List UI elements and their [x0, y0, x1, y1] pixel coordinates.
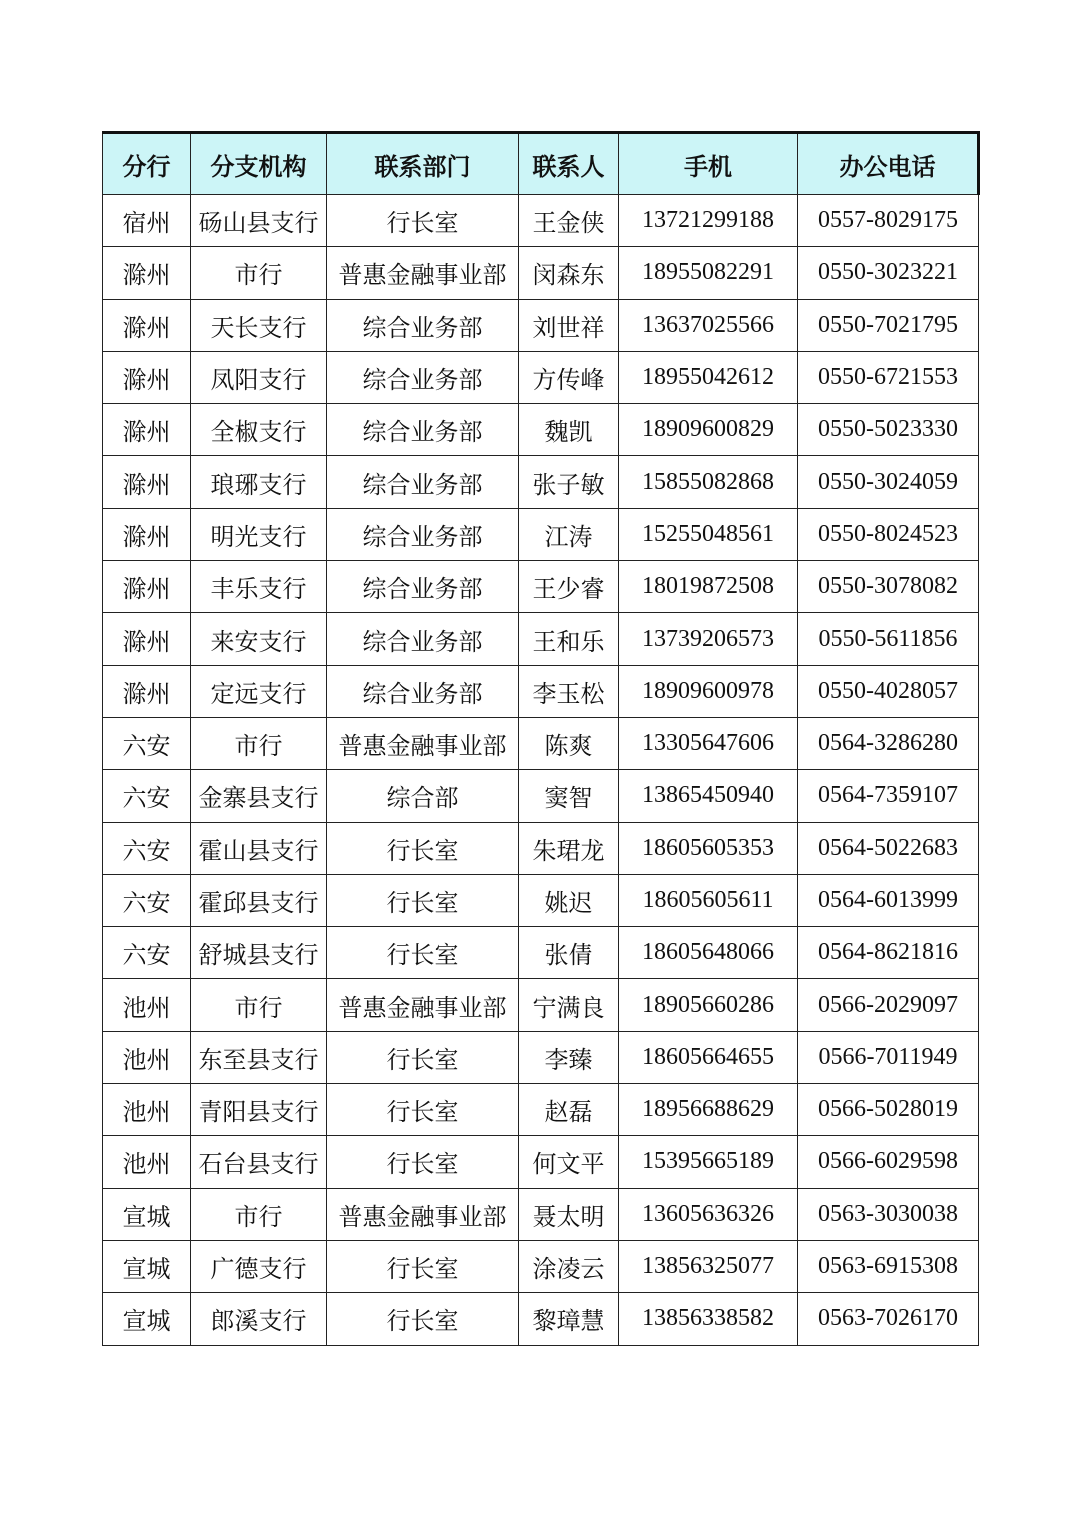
cell-mobile: 18605605353: [619, 822, 798, 874]
cell-sub-branch: 市行: [191, 1188, 327, 1240]
table-row: [103, 613, 979, 665]
cell-mobile: 13739206573: [619, 613, 798, 665]
cell-contact-person: 涂凌云: [519, 1240, 619, 1292]
cell-mobile: 18605648066: [619, 927, 798, 979]
cell-mobile: 13865450940: [619, 770, 798, 822]
cell-department: 综合业务部: [327, 613, 519, 665]
cell-department: 行长室: [327, 195, 519, 247]
cell-branch: 滁州: [103, 508, 191, 560]
cell-branch: 滁州: [103, 351, 191, 403]
cell-contact-person: 窦智: [519, 770, 619, 822]
table-row: [103, 665, 979, 717]
cell-branch: 滁州: [103, 665, 191, 717]
cell-department: 普惠金融事业部: [327, 979, 519, 1031]
cell-branch: 宣城: [103, 1188, 191, 1240]
header-sub-branch: 分支机构: [191, 133, 327, 195]
cell-department: 综合业务部: [327, 404, 519, 456]
cell-sub-branch: 凤阳支行: [191, 351, 327, 403]
cell-contact-person: 张子敏: [519, 456, 619, 508]
cell-department: 综合业务部: [327, 456, 519, 508]
cell-department: 行长室: [327, 874, 519, 926]
cell-office-phone: 0550-3023221: [798, 247, 979, 299]
cell-sub-branch: 霍山县支行: [191, 822, 327, 874]
cell-contact-person: 王和乐: [519, 613, 619, 665]
cell-department: 综合业务部: [327, 665, 519, 717]
cell-contact-person: 方传峰: [519, 351, 619, 403]
cell-sub-branch: 青阳县支行: [191, 1084, 327, 1136]
cell-mobile: 15255048561: [619, 508, 798, 560]
header-contact-person: 联系人: [519, 133, 619, 195]
cell-contact-person: 赵磊: [519, 1084, 619, 1136]
cell-mobile: 18905660286: [619, 979, 798, 1031]
cell-office-phone: 0566-7011949: [798, 1031, 979, 1083]
contact-table: [102, 131, 980, 1346]
cell-sub-branch: 明光支行: [191, 508, 327, 560]
table-row: [103, 1293, 979, 1345]
cell-sub-branch: 丰乐支行: [191, 561, 327, 613]
cell-office-phone: 0550-6721553: [798, 351, 979, 403]
cell-mobile: 13856325077: [619, 1240, 798, 1292]
cell-office-phone: 0564-5022683: [798, 822, 979, 874]
cell-office-phone: 0550-5611856: [798, 613, 979, 665]
table-row: [103, 1136, 979, 1188]
cell-mobile: 18909600978: [619, 665, 798, 717]
cell-office-phone: 0550-3024059: [798, 456, 979, 508]
cell-department: 综合业务部: [327, 299, 519, 351]
header-department: 联系部门: [327, 133, 519, 195]
cell-branch: 宿州: [103, 195, 191, 247]
table-row: [103, 508, 979, 560]
cell-department: 普惠金融事业部: [327, 247, 519, 299]
cell-mobile: 18955042612: [619, 351, 798, 403]
cell-contact-person: 李玉松: [519, 665, 619, 717]
header-row: [103, 133, 979, 195]
cell-contact-person: 王金侠: [519, 195, 619, 247]
cell-office-phone: 0563-7026170: [798, 1293, 979, 1345]
table-row: [103, 351, 979, 403]
cell-office-phone: 0566-2029097: [798, 979, 979, 1031]
cell-contact-person: 李臻: [519, 1031, 619, 1083]
cell-department: 综合部: [327, 770, 519, 822]
cell-office-phone: 0564-8621816: [798, 927, 979, 979]
cell-branch: 滁州: [103, 613, 191, 665]
table-row: [103, 874, 979, 926]
cell-office-phone: 0550-3078082: [798, 561, 979, 613]
cell-office-phone: 0550-5023330: [798, 404, 979, 456]
cell-sub-branch: 天长支行: [191, 299, 327, 351]
cell-mobile: 18909600829: [619, 404, 798, 456]
cell-branch: 滁州: [103, 299, 191, 351]
cell-contact-person: 刘世祥: [519, 299, 619, 351]
cell-office-phone: 0564-3286280: [798, 717, 979, 769]
cell-contact-person: 魏凯: [519, 404, 619, 456]
cell-sub-branch: 郎溪支行: [191, 1293, 327, 1345]
cell-sub-branch: 全椒支行: [191, 404, 327, 456]
cell-department: 行长室: [327, 822, 519, 874]
cell-branch: 池州: [103, 1084, 191, 1136]
cell-mobile: 18605605611: [619, 874, 798, 926]
cell-department: 行长室: [327, 1031, 519, 1083]
cell-mobile: 13721299188: [619, 195, 798, 247]
cell-branch: 滁州: [103, 456, 191, 508]
cell-department: 行长室: [327, 927, 519, 979]
cell-sub-branch: 砀山县支行: [191, 195, 327, 247]
cell-sub-branch: 东至县支行: [191, 1031, 327, 1083]
cell-branch: 滁州: [103, 561, 191, 613]
cell-branch: 滁州: [103, 247, 191, 299]
cell-mobile: 18019872508: [619, 561, 798, 613]
cell-office-phone: 0550-4028057: [798, 665, 979, 717]
cell-mobile: 13856338582: [619, 1293, 798, 1345]
cell-sub-branch: 舒城县支行: [191, 927, 327, 979]
cell-department: 综合业务部: [327, 561, 519, 613]
table-row: [103, 1240, 979, 1292]
cell-department: 行长室: [327, 1084, 519, 1136]
cell-office-phone: 0557-8029175: [798, 195, 979, 247]
header-branch: 分行: [103, 133, 191, 195]
cell-sub-branch: 金寨县支行: [191, 770, 327, 822]
header-office-phone: 办公电话: [798, 133, 979, 195]
table-row: [103, 1188, 979, 1240]
table-row: [103, 979, 979, 1031]
cell-office-phone: 0566-6029598: [798, 1136, 979, 1188]
table-row: [103, 927, 979, 979]
table-row: [103, 561, 979, 613]
cell-department: 普惠金融事业部: [327, 1188, 519, 1240]
table-row: [103, 195, 979, 247]
cell-branch: 六安: [103, 874, 191, 926]
cell-contact-person: 何文平: [519, 1136, 619, 1188]
cell-branch: 六安: [103, 717, 191, 769]
cell-mobile: 13305647606: [619, 717, 798, 769]
cell-office-phone: 0564-6013999: [798, 874, 979, 926]
cell-department: 行长室: [327, 1293, 519, 1345]
table-row: [103, 456, 979, 508]
cell-contact-person: 宁满良: [519, 979, 619, 1031]
cell-branch: 池州: [103, 1136, 191, 1188]
cell-sub-branch: 市行: [191, 717, 327, 769]
table-row: [103, 717, 979, 769]
table-row: [103, 1031, 979, 1083]
cell-office-phone: 0566-5028019: [798, 1084, 979, 1136]
cell-branch: 池州: [103, 979, 191, 1031]
cell-office-phone: 0564-7359107: [798, 770, 979, 822]
cell-mobile: 18956688629: [619, 1084, 798, 1136]
cell-mobile: 13637025566: [619, 299, 798, 351]
cell-mobile: 18605664655: [619, 1031, 798, 1083]
cell-branch: 池州: [103, 1031, 191, 1083]
cell-contact-person: 江涛: [519, 508, 619, 560]
table-row: [103, 247, 979, 299]
cell-department: 综合业务部: [327, 351, 519, 403]
cell-sub-branch: 市行: [191, 979, 327, 1031]
cell-sub-branch: 琅琊支行: [191, 456, 327, 508]
cell-mobile: 13605636326: [619, 1188, 798, 1240]
cell-contact-person: 黎璋慧: [519, 1293, 619, 1345]
cell-contact-person: 王少睿: [519, 561, 619, 613]
cell-branch: 六安: [103, 770, 191, 822]
cell-contact-person: 姚迟: [519, 874, 619, 926]
cell-mobile: 18955082291: [619, 247, 798, 299]
header-mobile: 手机: [619, 133, 798, 195]
cell-office-phone: 0563-6915308: [798, 1240, 979, 1292]
cell-branch: 宣城: [103, 1240, 191, 1292]
cell-department: 行长室: [327, 1136, 519, 1188]
cell-office-phone: 0550-7021795: [798, 299, 979, 351]
cell-sub-branch: 广德支行: [191, 1240, 327, 1292]
cell-branch: 六安: [103, 927, 191, 979]
cell-department: 普惠金融事业部: [327, 717, 519, 769]
table-row: [103, 1084, 979, 1136]
cell-contact-person: 朱珺龙: [519, 822, 619, 874]
cell-sub-branch: 市行: [191, 247, 327, 299]
cell-mobile: 15855082868: [619, 456, 798, 508]
cell-department: 行长室: [327, 1240, 519, 1292]
cell-branch: 宣城: [103, 1293, 191, 1345]
cell-sub-branch: 定远支行: [191, 665, 327, 717]
cell-office-phone: 0550-8024523: [798, 508, 979, 560]
cell-branch: 六安: [103, 822, 191, 874]
cell-sub-branch: 石台县支行: [191, 1136, 327, 1188]
cell-contact-person: 聂太明: [519, 1188, 619, 1240]
cell-contact-person: 陈爽: [519, 717, 619, 769]
cell-department: 综合业务部: [327, 508, 519, 560]
cell-sub-branch: 来安支行: [191, 613, 327, 665]
table-row: [103, 822, 979, 874]
table-row: [103, 404, 979, 456]
table-row: [103, 770, 979, 822]
cell-contact-person: 张倩: [519, 927, 619, 979]
cell-branch: 滁州: [103, 404, 191, 456]
cell-mobile: 15395665189: [619, 1136, 798, 1188]
cell-contact-person: 闵森东: [519, 247, 619, 299]
table-row: [103, 299, 979, 351]
cell-sub-branch: 霍邱县支行: [191, 874, 327, 926]
cell-office-phone: 0563-3030038: [798, 1188, 979, 1240]
